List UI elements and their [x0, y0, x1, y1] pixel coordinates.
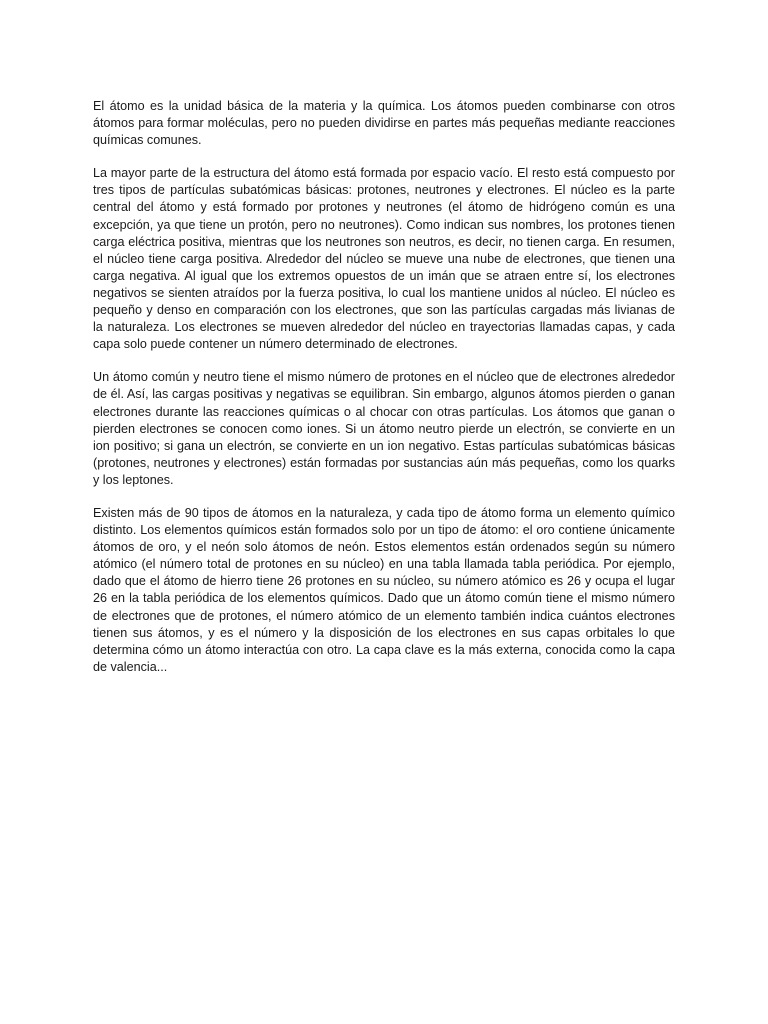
paragraph-4: Existen más de 90 tipos de átomos en la naturaleza, y cada tipo de átomo forma un elemento químico distinto. Los elementos químicos están formados solo por un tipo de átomo: el oro contiene únicamente átomos de oro, y el neón solo átomos de neón. Estos elementos están ordenados según su número atómico (el número total de protones en su núcleo) en una tabla llamada tabla periódica. Por ejemplo, dado que el átomo de hierro tiene 26 protones en su núcleo, su número atómico es 26 y ocupa el lugar 26 en la tabla periódica de los elementos químicos. Dado que un átomo común tiene el mismo número de electrones que de protones, el número atómico de un elemento también indica cuántos electrones tienen sus átomos, y es el número y la disposición de los electrones en sus capas orbitales lo que determina cómo un átomo interactúa con otro. La capa clave es la más externa, conocida como la capa de valencia...: [93, 505, 675, 674]
paragraph-2: La mayor parte de la estructura del átomo está formada por espacio vacío. El resto está compuesto por tres tipos de partículas subatómicas básicas: protones, neutrones y electrones. El núcleo es la parte central del átomo y está formado por protones y neutrones (el átomo de hidrógeno común es una excepción, ya que tiene un protón, pero no neutrones). Como indican sus nombres, los protones tienen carga eléctrica positiva, mientras que los neutrones son neutros, es decir, no tienen carga. En resumen, el núcleo tiene carga positiva. Alrededor del núcleo se mueve una nube de electrones, que tienen una carga negativa. Al igual que los extremos opuestos de un imán que se atraen entre sí, los electrones negativos se sienten atraídos por la fuerza positiva, lo cual los mantiene unidos al núcleo. El núcleo es pequeño y denso en comparación con los electrones, que son las partículas cargadas más livianas de la naturaleza. Los electrones se mueven alrededor del núcleo en trayectorias llamadas capas, y cada capa solo puede contener un número determinado de electrones.: [93, 166, 675, 352]
paragraph-3: Un átomo común y neutro tiene el mismo número de protones en el núcleo que de electrones alrededor de él. Así, las cargas positivas y negativas se equilibran. Sin embargo, algunos átomos pierden o ganan electrones durante las reacciones químicas o al chocar con otras partículas. Los átomos que ganan o pierden electrones se conocen como iones. Si un átomo neutro pierde un electrón, se convierte en un ion positivo; si gana un electrón, se convierte en un ion negativo. Estas partículas subatómicas básicas (protones, neutrones y electrones) están formadas por sustancias aún más pequeñas, como los quarks y los leptones.: [93, 370, 675, 487]
paragraph-1: El átomo es la unidad básica de la materia y la química. Los átomos pueden combinarse con otros átomos para formar moléculas, pero no pueden dividirse en partes más pequeñas mediante reacciones químicas comunes.: [93, 99, 675, 148]
document-body: [93, 98, 675, 692]
